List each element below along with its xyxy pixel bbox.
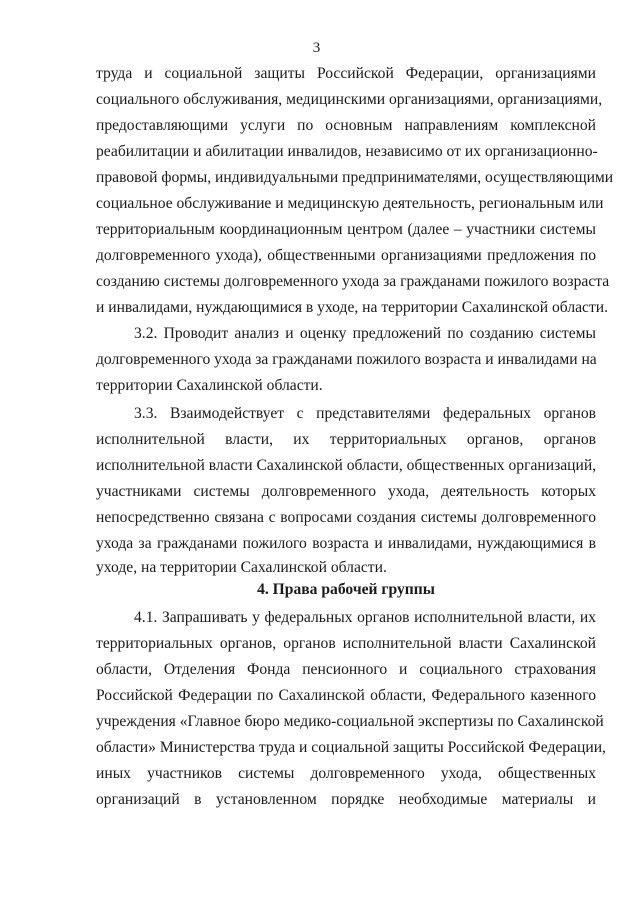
text-line: участниками системы долговременного ухода, деятельность которых: [96, 483, 596, 500]
text-line: исполнительной власти Сахалинской области, общественных организаций,: [96, 457, 597, 474]
text-line: исполнительной власти, их территориальных органов, органов: [96, 431, 596, 448]
paragraph-3-3-first-line: 3.3. Взаимодействует с представителями федеральных органов: [134, 405, 596, 422]
text-line: области, Отделения Фонда пенсионного и социального страхования: [96, 661, 596, 678]
text-line: созданию системы долговременного ухода за гражданами пожилого возраста: [96, 273, 610, 290]
text-line: территориальных органов, органов исполнительной власти Сахалинской: [96, 635, 596, 652]
paragraph-4-1-first-line: 4.1. Запрашивать у федеральных органов исполнительной власти, их: [134, 609, 596, 626]
text-line: труда и социальной защиты Российской Федерации, организациями: [96, 65, 596, 82]
text-line: учреждения «Главное бюро медико-социальной экспертизы по Сахалинской: [96, 713, 604, 730]
text-line: непосредственно связана с вопросами создания системы долговременного: [96, 509, 596, 526]
text-line: территории Сахалинской области.: [96, 377, 323, 394]
text-line: территориальным координационным центром (далее – участники системы: [96, 221, 596, 238]
text-line: социальное обслуживание и медицинскую деятельность, региональным или: [96, 195, 604, 212]
text-line: ухода за гражданами пожилого возраста и инвалидами, нуждающимися в: [96, 535, 596, 552]
text-line: предоставляющими услуги по основным направлениям комплексной: [96, 117, 596, 134]
text-line: организаций в установленном порядке необходимые материалы и: [96, 791, 596, 808]
page-number: 3: [312, 40, 321, 56]
section-heading: 4. Права рабочей группы: [257, 581, 435, 598]
text-line: и инвалидами, нуждающимися в уходе, на территории Сахалинской области.: [96, 299, 609, 316]
text-line: Российской Федерации по Сахалинской области, Федерального казенного: [96, 687, 596, 704]
text-line: реабилитации и абилитации инвалидов, независимо от их организационно-: [96, 143, 598, 160]
text-line: социального обслуживания, медицинскими организациями, организациями,: [96, 91, 603, 108]
text-line: правовой формы, индивидуальными предпринимателями, осуществляющими: [96, 169, 614, 186]
paragraph-3-2-first-line: 3.2. Проводит анализ и оценку предложений по созданию системы: [134, 325, 596, 342]
text-line: уходе, на территории Сахалинской области.: [96, 559, 387, 576]
text-line: области» Министерства труда и социальной защиты Российской Федерации,: [96, 739, 606, 756]
text-line: долговременного ухода за гражданами пожилого возраста и инвалидами на: [96, 351, 597, 368]
text-line: иных участников системы долговременного ухода, общественных: [96, 765, 596, 782]
text-line: долговременного ухода), общественными организациями предложения по: [96, 247, 596, 264]
